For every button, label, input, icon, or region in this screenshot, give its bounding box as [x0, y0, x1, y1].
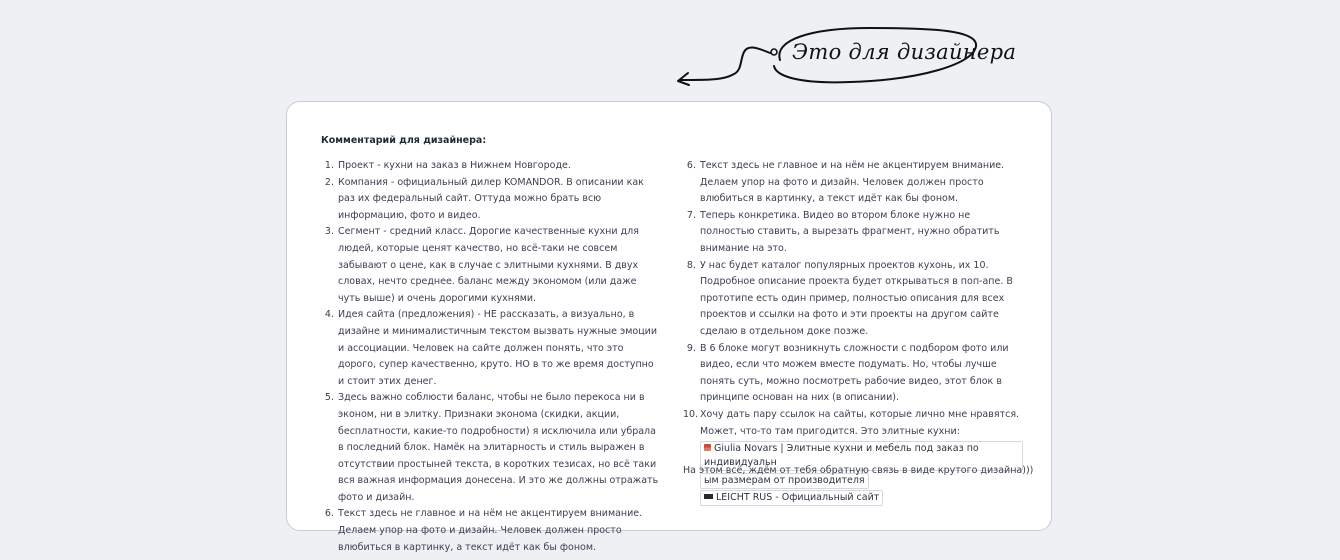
list-item: 9. В 6 блоке могут возникнуть сложности с подбором фото или видео, если что можем вместе подумать. Но, чтобы лучше понять суть, можно посмотреть рабочие видео, этот блок в принципе основан на них (в описании). — [686, 342, 1009, 404]
annotation-label: Это для дизайнера — [792, 40, 1017, 64]
link-chip[interactable]: Giulia Novars | Элитные кухни и мебель под заказ по индивидуальн — [700, 441, 1023, 471]
right-list — [683, 158, 1023, 507]
link-chip[interactable]: LEICHT RUS - Официальный сайт — [700, 490, 883, 506]
link-leicht[interactable] — [700, 489, 1023, 507]
right-column — [683, 158, 1023, 507]
list-item: 4. Идея сайта (предложения) - НЕ рассказать, а визуально, в дизайне и минималистичным текстом вызвать нужные эмоции и ассоциации. Человек на сайте должен понять, что это дорого, супер качественно, круто. НО в то же время доступно и стоит этих денег. — [324, 309, 658, 387]
closing-note: На этом всё, ждём от тебя обратную связь в виде крутого дизайна))) — [683, 465, 1034, 476]
card-heading: Комментарий для дизайнера: — [321, 135, 487, 146]
list-item: 7. Теперь конкретика. Видео во втором блоке нужно не полностью ставить, а вырезать фрагмент, нужно обратить внимание на это. — [686, 209, 1000, 254]
left-list — [321, 158, 661, 556]
list-item: 1. Проект - кухни на заказ в Нижнем Новгороде. — [324, 160, 571, 171]
list-item: 6. Текст здесь не главное и на нём не акцентируем внимание. Делаем упор на фото и дизайн. Человек должен просто влюбиться в картинку, а текст идёт как бы фоном. — [686, 160, 1005, 205]
link-chip[interactable]: ым размерам от производителя — [700, 473, 869, 489]
favicon-icon — [704, 444, 711, 451]
favicon-icon — [704, 494, 713, 499]
designer-annotation — [670, 22, 1017, 92]
list-item: 6. Текст здесь не главное и на нём не акцентируем внимание. Делаем упор на фото и дизайн. Человек должен просто влюбиться в картинку, а текст идёт как бы фоном. — [324, 508, 643, 553]
list-item: 5. Здесь важно соблюсти баланс, чтобы не было перекоса ни в эконом, ни в элитку. Признаки эконома (скидки, акции, бесплатности, какие-то подробности) я исключила или убрала в последний блок. Намёк на элитарность и стиль выражен в отсутствии простыней текста, в коротких тезисах, но всё таки вся важная информация донесена. И это же должны отражать фото и дизайн. — [324, 392, 659, 503]
list-item: 10. Хочу дать пару ссылок на сайты, которые лично мне нравятся. Может, что-то там пригодится. Это элитные кухни: Giulia Novars | Элитные кухни и мебель под заказ по индивидуальн ым размерам от производителя LEICHT RUS - Официальный сайт — [683, 407, 1023, 507]
designer-comment-card — [286, 101, 1052, 553]
list-item: 3. Сегмент - средний класс. Дорогие качественные кухни для людей, которые ценят качество, но всё-таки не совсем забывают о цене, как в случае с элитными кухнями. В двух словах, нечто среднее. баланс между экономом (или даже чуть выше) и очень дорогими кухнями. — [324, 226, 639, 304]
list-item: 8. У нас будет каталог популярных проектов кухонь, их 10. Подробное описание проекта будет открываться в поп-апе. В прототипе есть один пример, полностью описания для всех проектов и ссылки на фото и эти проекты на другом сайте сделаю в отдельном доке позже. — [686, 259, 1013, 337]
list-item: 2. Компания - официальный дилер KOMANDOR. В описании как раз их федеральный сайт. Оттуда можно брать всю информацию, фото и видео. — [324, 176, 644, 221]
left-column — [321, 158, 661, 556]
